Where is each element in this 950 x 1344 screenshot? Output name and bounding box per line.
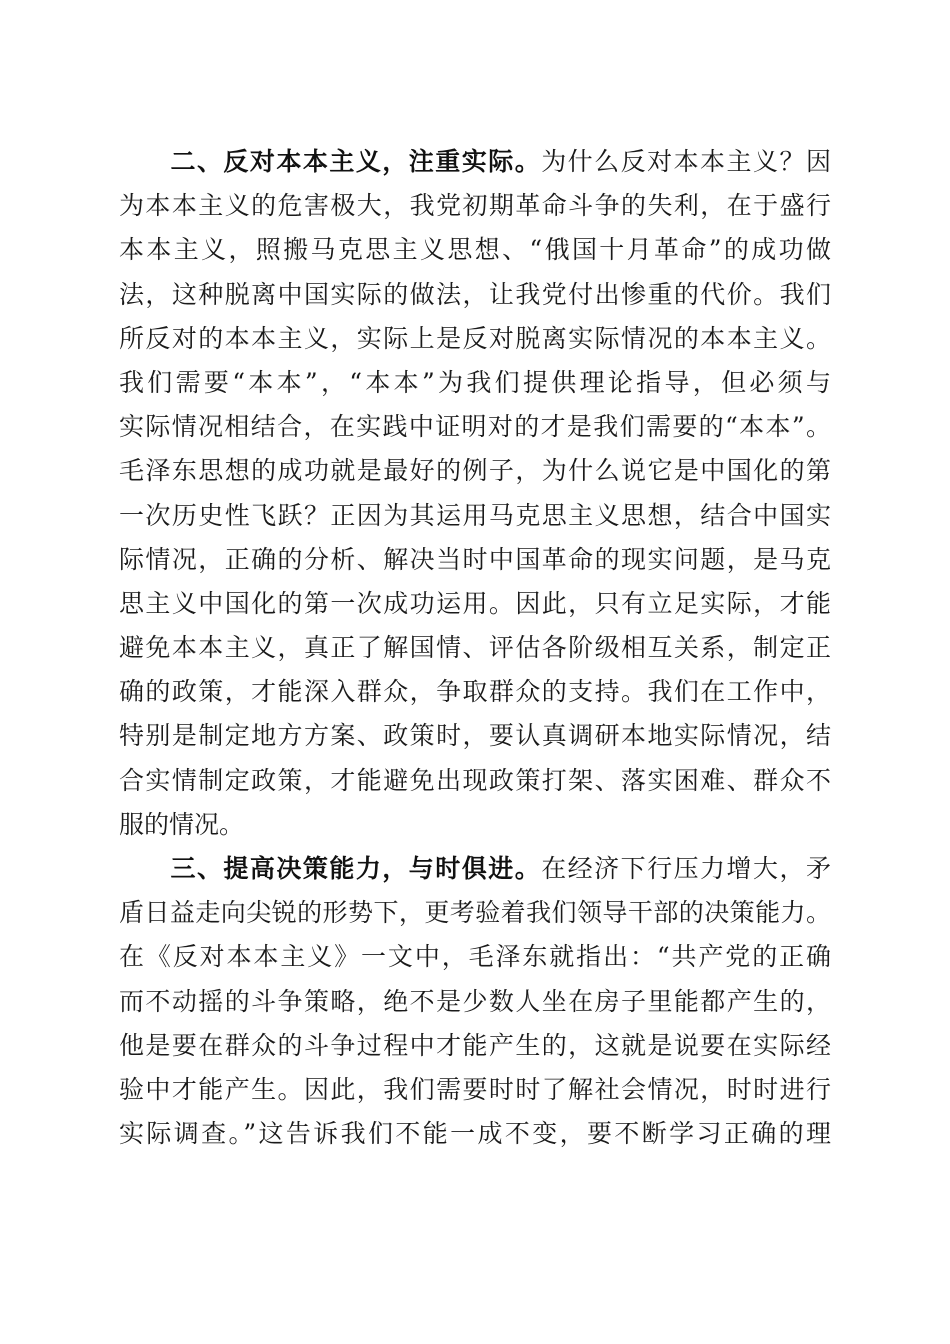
paragraph-line: 盾日益走向尖锐的形势下，更考验着我们领导干部的决策能力。 <box>119 898 831 928</box>
paragraph-line: 验中才能产生。因此，我们需要时时了解社会情况，时时进行 <box>119 1074 831 1104</box>
paragraph-line: 在《反对本本主义》一文中，毛泽东就指出：“共产党的正确 <box>119 942 831 972</box>
section-heading: 二、反对本本主义，注重实际。 <box>169 147 542 176</box>
paragraph-line: 他是要在群众的斗争过程中才能产生的，这就是说要在实际经 <box>119 1030 831 1060</box>
paragraph-line: 际情况，正确的分析、解决当时中国革命的现实问题，是马克 <box>119 544 831 574</box>
paragraph-line: 法，这种脱离中国实际的做法，让我党付出惨重的代价。我们 <box>119 279 831 309</box>
paragraph-line: 避免本本主义，真正了解国情、评估各阶级相互关系，制定正 <box>119 633 831 663</box>
paragraph-line: 服的情况。 <box>119 809 245 839</box>
paragraph-line <box>119 847 831 891</box>
paragraph-line: 思主义中国化的第一次成功运用。因此，只有立足实际，才能 <box>119 588 831 618</box>
body-text <box>119 140 831 1156</box>
paragraph-line <box>119 140 831 184</box>
paragraph-line: 本本主义，照搬马克思主义思想、“俄国十月革命”的成功做 <box>119 235 831 265</box>
paragraph-text: 为什么反对本本主义？因 <box>541 147 831 176</box>
paragraph-line: 一次历史性飞跃？正因为其运用马克思主义思想，结合中国实 <box>119 500 831 530</box>
section-heading: 三、提高决策能力，与时俱进。 <box>169 854 542 883</box>
paragraph-line: 我们需要“本本”，“本本”为我们提供理论指导，但必须与 <box>119 367 831 397</box>
paragraph-line: 所反对的本本主义，实际上是反对脱离实际情况的本本主义。 <box>119 323 831 353</box>
paragraph-line: 实际调查。”这告诉我们不能一成不变，要不断学习正确的理 <box>119 1119 831 1149</box>
paragraph-line: 特别是制定地方方案、政策时，要认真调研本地实际情况，结 <box>119 721 831 751</box>
paragraph-line: 实际情况相结合，在实践中证明对的才是我们需要的“本本”。 <box>119 412 831 442</box>
paragraph-line: 而不动摇的斗争策略，绝不是少数人坐在房子里能都产生的， <box>119 986 831 1016</box>
paragraph-line: 确的政策，才能深入群众，争取群众的支持。我们在工作中， <box>119 677 831 707</box>
paragraph-line: 合实情制定政策，才能避免出现政策打架、落实困难、群众不 <box>119 765 831 795</box>
paragraph-line: 毛泽东思想的成功就是最好的例子，为什么说它是中国化的第 <box>119 456 831 486</box>
paragraph-line: 为本本主义的危害极大，我党初期革命斗争的失利，在于盛行 <box>119 191 831 221</box>
paragraph-text: 在经济下行压力增大，矛 <box>541 854 831 883</box>
